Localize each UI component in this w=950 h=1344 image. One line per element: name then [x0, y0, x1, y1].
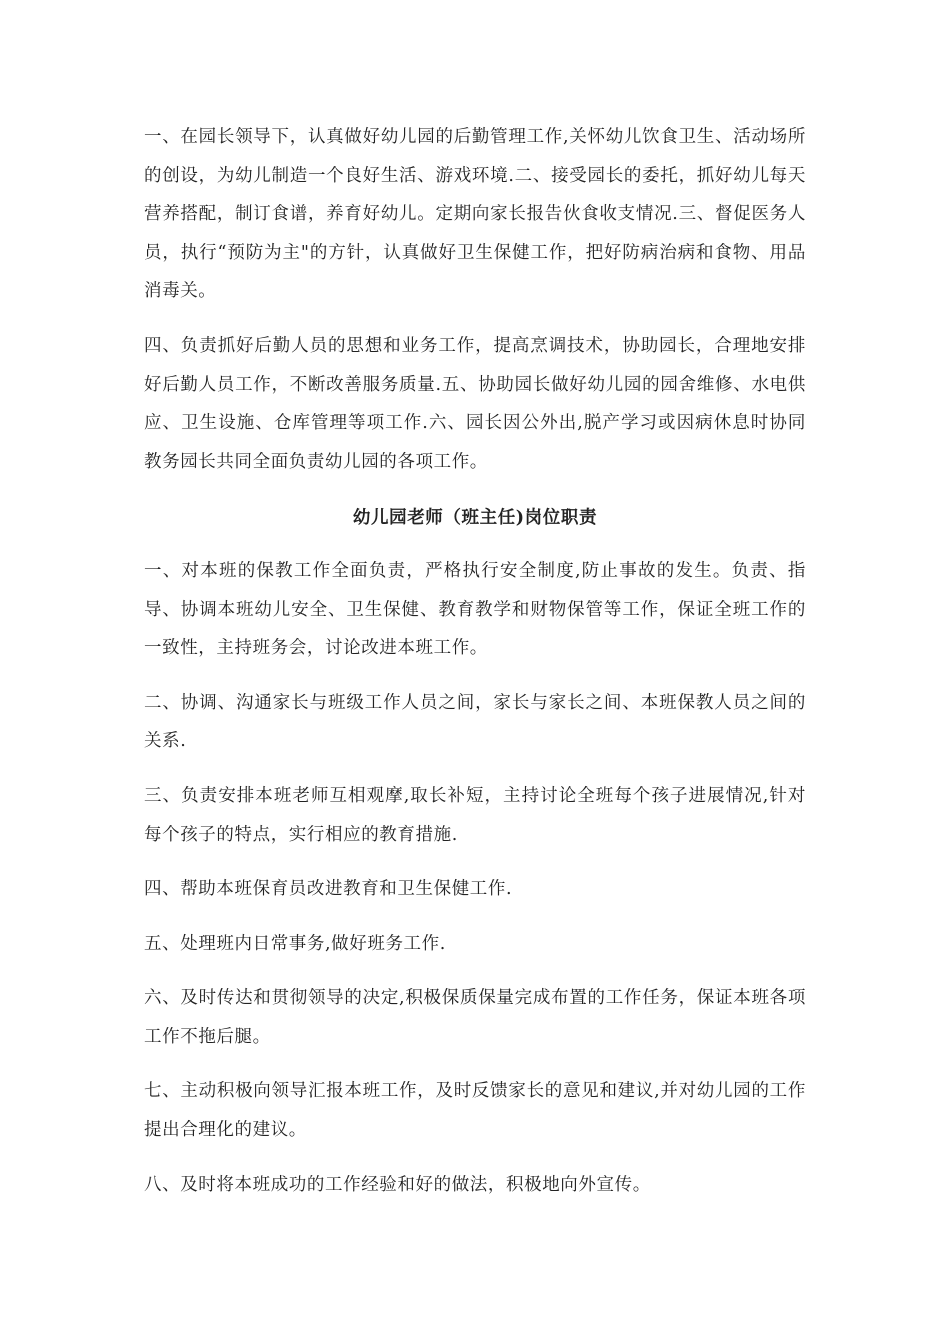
paragraph-logistics-duties-4-6: 四、负责抓好后勤人员的思想和业务工作，提高烹调技术，协助园长，合理地安排好后勤人员工作，不断改善服务质量.五、协助园长做好幼儿园的园舍维修、水电供应、卫生设施、仓库管理等项工作.六、园长因公外出,脱产学习或因病休息时协同教务园长共同全面负责幼儿园的各项工作。	[144, 335, 806, 472]
paragraph-teacher-duty-3: 三、负责安排本班老师互相观摩,取长补短，主持讨论全班每个孩子进展情况,针对每个孩子的特点，实行相应的教育措施.	[144, 785, 806, 845]
paragraph-teacher-duty-8: 八、及时将本班成功的工作经验和好的做法，积极地向外宣传。	[144, 1174, 651, 1195]
paragraph-teacher-duty-2: 二、协调、沟通家长与班级工作人员之间，家长与家长之间、本班保教人员之间的关系.	[144, 692, 806, 752]
paragraph-teacher-duty-5: 五、处理班内日常事务,做好班务工作.	[144, 933, 446, 954]
paragraph-logistics-duties-1-3: 一、在园长领导下，认真做好幼儿园的后勤管理工作,关怀幼儿饮食卫生、活动场所的创设，为幼儿制造一个良好生活、游戏环境.二、接受园长的委托，抓好幼儿每天营养搭配，制订食谱，养育好幼儿。定期向家长报告伙食收支情况.三、督促医务人员，执行“预防为主"的方针，认真做好卫生保健工作，把好防病治病和食物、用品消毒关。	[144, 127, 806, 302]
section-heading: 幼儿园老师（班主任)岗位职责	[352, 508, 598, 529]
paragraph-teacher-duty-7: 七、主动积极向领导汇报本班工作，及时反馈家长的意见和建议,并对幼儿园的工作提出合理化的建议。	[144, 1081, 806, 1141]
paragraph-teacher-duty-6: 六、及时传达和贯彻领导的决定,积极保质保量完成布置的工作任务，保证本班各项工作不拖后腿。	[144, 988, 806, 1047]
paragraph-teacher-duty-1: 一、对本班的保教工作全面负责，严格执行安全制度,防止事故的发生。负责、指导、协调本班幼儿安全、卫生保健、教育教学和财物保管等工作，保证全班工作的一致性，主持班务会，讨论改进本班工作。	[144, 560, 806, 659]
document-page	[144, 118, 806, 1204]
paragraph-teacher-duty-4: 四、帮助本班保育员改进教育和卫生保健工作.	[144, 879, 513, 900]
